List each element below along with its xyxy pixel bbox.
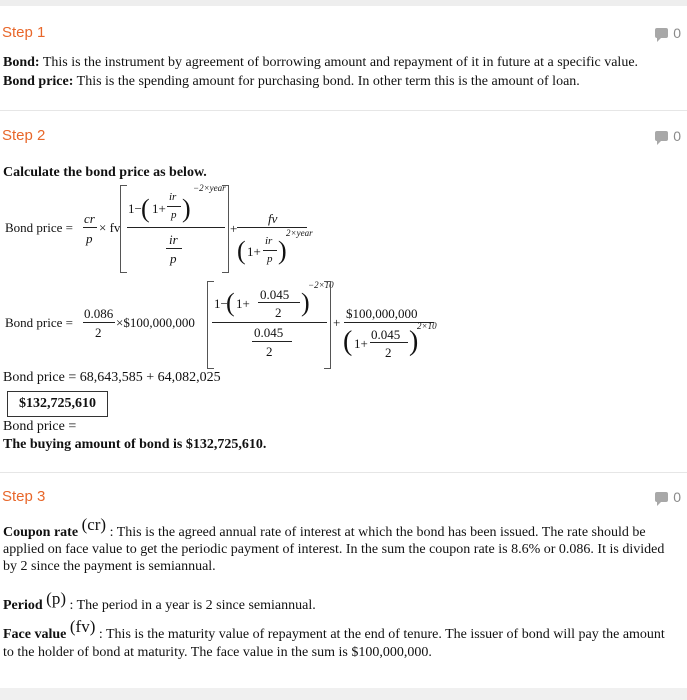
fraction-bar: [167, 206, 181, 207]
face-label: Face value: [3, 627, 67, 642]
subst-two: 2: [275, 305, 282, 320]
top-divider: [0, 0, 687, 6]
coupon-label: Coupon rate: [3, 525, 79, 540]
left-bracket: [207, 281, 214, 369]
formula-one-minus: 1−: [128, 201, 142, 216]
period-definition: [3, 589, 673, 615]
subst-rate: 0.086: [84, 306, 114, 321]
paren-open: (: [226, 288, 235, 317]
step-2-header: [0, 127, 687, 153]
subst-two: 2: [95, 325, 102, 340]
formula-exponent: 2×year: [286, 228, 313, 238]
sum-line: Bond price = 68,643,585 + 64,082,025: [3, 370, 221, 385]
divider: [0, 110, 687, 111]
formula-ir: ir: [265, 235, 273, 247]
period-text: : The period in a year is 2 since semiannual.: [69, 598, 316, 613]
paren-close: ): [409, 326, 419, 357]
paren-close: ): [301, 288, 310, 317]
paren-open: (: [237, 236, 246, 265]
conclusion: The buying amount of bond is $132,725,610.: [3, 437, 267, 452]
bond-price-text: This is the spending amount for purchasing bond. In other term this is the amount of loan.: [73, 74, 580, 89]
formula-exponent: −2×year: [193, 183, 226, 193]
fraction-bar: [127, 227, 225, 228]
fraction-bar: [83, 227, 97, 228]
subst-ir: 0.045: [260, 287, 290, 302]
fraction-bar: [252, 341, 292, 342]
step-3-header: [0, 488, 687, 514]
subst-one-plus: 1+: [354, 336, 368, 351]
subst-lhs: Bond price =: [5, 315, 73, 330]
bond-label: Bond:: [3, 55, 40, 70]
period-symbol: (p): [46, 589, 66, 608]
fraction-bar: [83, 322, 115, 323]
formula-fv: fv: [268, 211, 278, 226]
formula-lhs: Bond price =: [5, 220, 73, 235]
subst-exponent: 2×10: [417, 321, 437, 331]
subst-ir: 0.045: [371, 327, 401, 342]
subst-two: 2: [266, 344, 273, 359]
coupon-text: : This is the agreed annual rate of interest at which the bond has been issued. The rate should be applied on face value to get the periodic payment of interest. In the sum the coupon rate is 8.6% or 0.086. It is divided by 2 since the payment is semiannual.: [3, 525, 665, 574]
face-value-definition: [3, 617, 673, 662]
paren-close: ): [278, 236, 287, 265]
subst-one-minus: 1−: [214, 296, 228, 311]
formula-cr: cr: [84, 211, 95, 226]
coupon-symbol: (cr): [81, 515, 107, 534]
period-label: Period: [3, 598, 43, 613]
fraction-bar: [166, 248, 182, 249]
step-3-comments[interactable]: [655, 489, 681, 505]
comment-count: 0: [673, 25, 681, 41]
subst-exponent: −2×10: [308, 280, 334, 290]
paren-open: (: [343, 326, 353, 357]
formula-plus: +: [230, 221, 238, 236]
paren-open: (: [141, 194, 150, 223]
right-bracket: [324, 281, 331, 369]
step-2-comments[interactable]: [655, 128, 681, 144]
step-1-comments[interactable]: [655, 25, 681, 41]
subst-ir: 0.045: [254, 325, 284, 340]
right-bracket: [222, 185, 229, 273]
comment-icon: [655, 492, 668, 502]
step-1-bond-definition: [3, 54, 673, 72]
subst-two: 2: [385, 345, 392, 360]
bond-text: This is the instrument by agreement of borrowing amount and repayment of it in future at a specific value.: [39, 55, 639, 70]
formula-ir: ir: [169, 232, 178, 247]
fraction-bar: [212, 322, 327, 323]
step-1-bond-price-definition: [3, 73, 673, 91]
comment-count: 0: [673, 128, 681, 144]
step-3-title: Step 3: [2, 488, 46, 505]
fraction-bar: [258, 302, 300, 303]
formula-times-fv: × fv: [99, 220, 121, 235]
paren-close: ): [182, 194, 191, 223]
subst-one-plus: 1+: [236, 296, 250, 311]
face-text: : This is the maturity value of repayment at the end of tenure. The issuer of bond will pay the amount to the holder of bond at maturity. The face value in the sum is $100,000,000.: [3, 627, 665, 660]
left-bracket: [120, 185, 127, 273]
step-2-intro: Calculate the bond price as below.: [3, 165, 207, 180]
subst-times-fv: ×$100,000,000: [116, 315, 195, 330]
subst-fv: $100,000,000: [346, 306, 418, 321]
answer-box: $132,725,610: [7, 391, 108, 417]
fraction-bar: [263, 250, 277, 251]
bond-price-label: Bond price:: [3, 74, 74, 89]
formula-p: p: [267, 253, 273, 265]
formula-p: p: [86, 231, 93, 246]
step-1-title: Step 1: [2, 24, 46, 41]
comment-icon: [655, 131, 668, 141]
fraction-bar: [370, 342, 408, 343]
formula-p: p: [171, 209, 177, 221]
comment-icon: [655, 28, 668, 38]
subst-plus: +: [333, 315, 341, 330]
step-1-header: [0, 24, 687, 50]
step-2-title: Step 2: [2, 127, 46, 144]
formula-one-plus: 1+: [152, 201, 166, 216]
bond-price-eq: Bond price =: [3, 419, 77, 434]
comment-count: 0: [673, 489, 681, 505]
divider: [0, 472, 687, 473]
bottom-bar: [0, 688, 687, 700]
face-symbol: (fv): [69, 617, 96, 636]
formula-one-plus: 1+: [247, 244, 261, 259]
formula-p: p: [170, 251, 177, 266]
formula-ir: ir: [169, 191, 177, 203]
coupon-rate-definition: [3, 515, 673, 575]
